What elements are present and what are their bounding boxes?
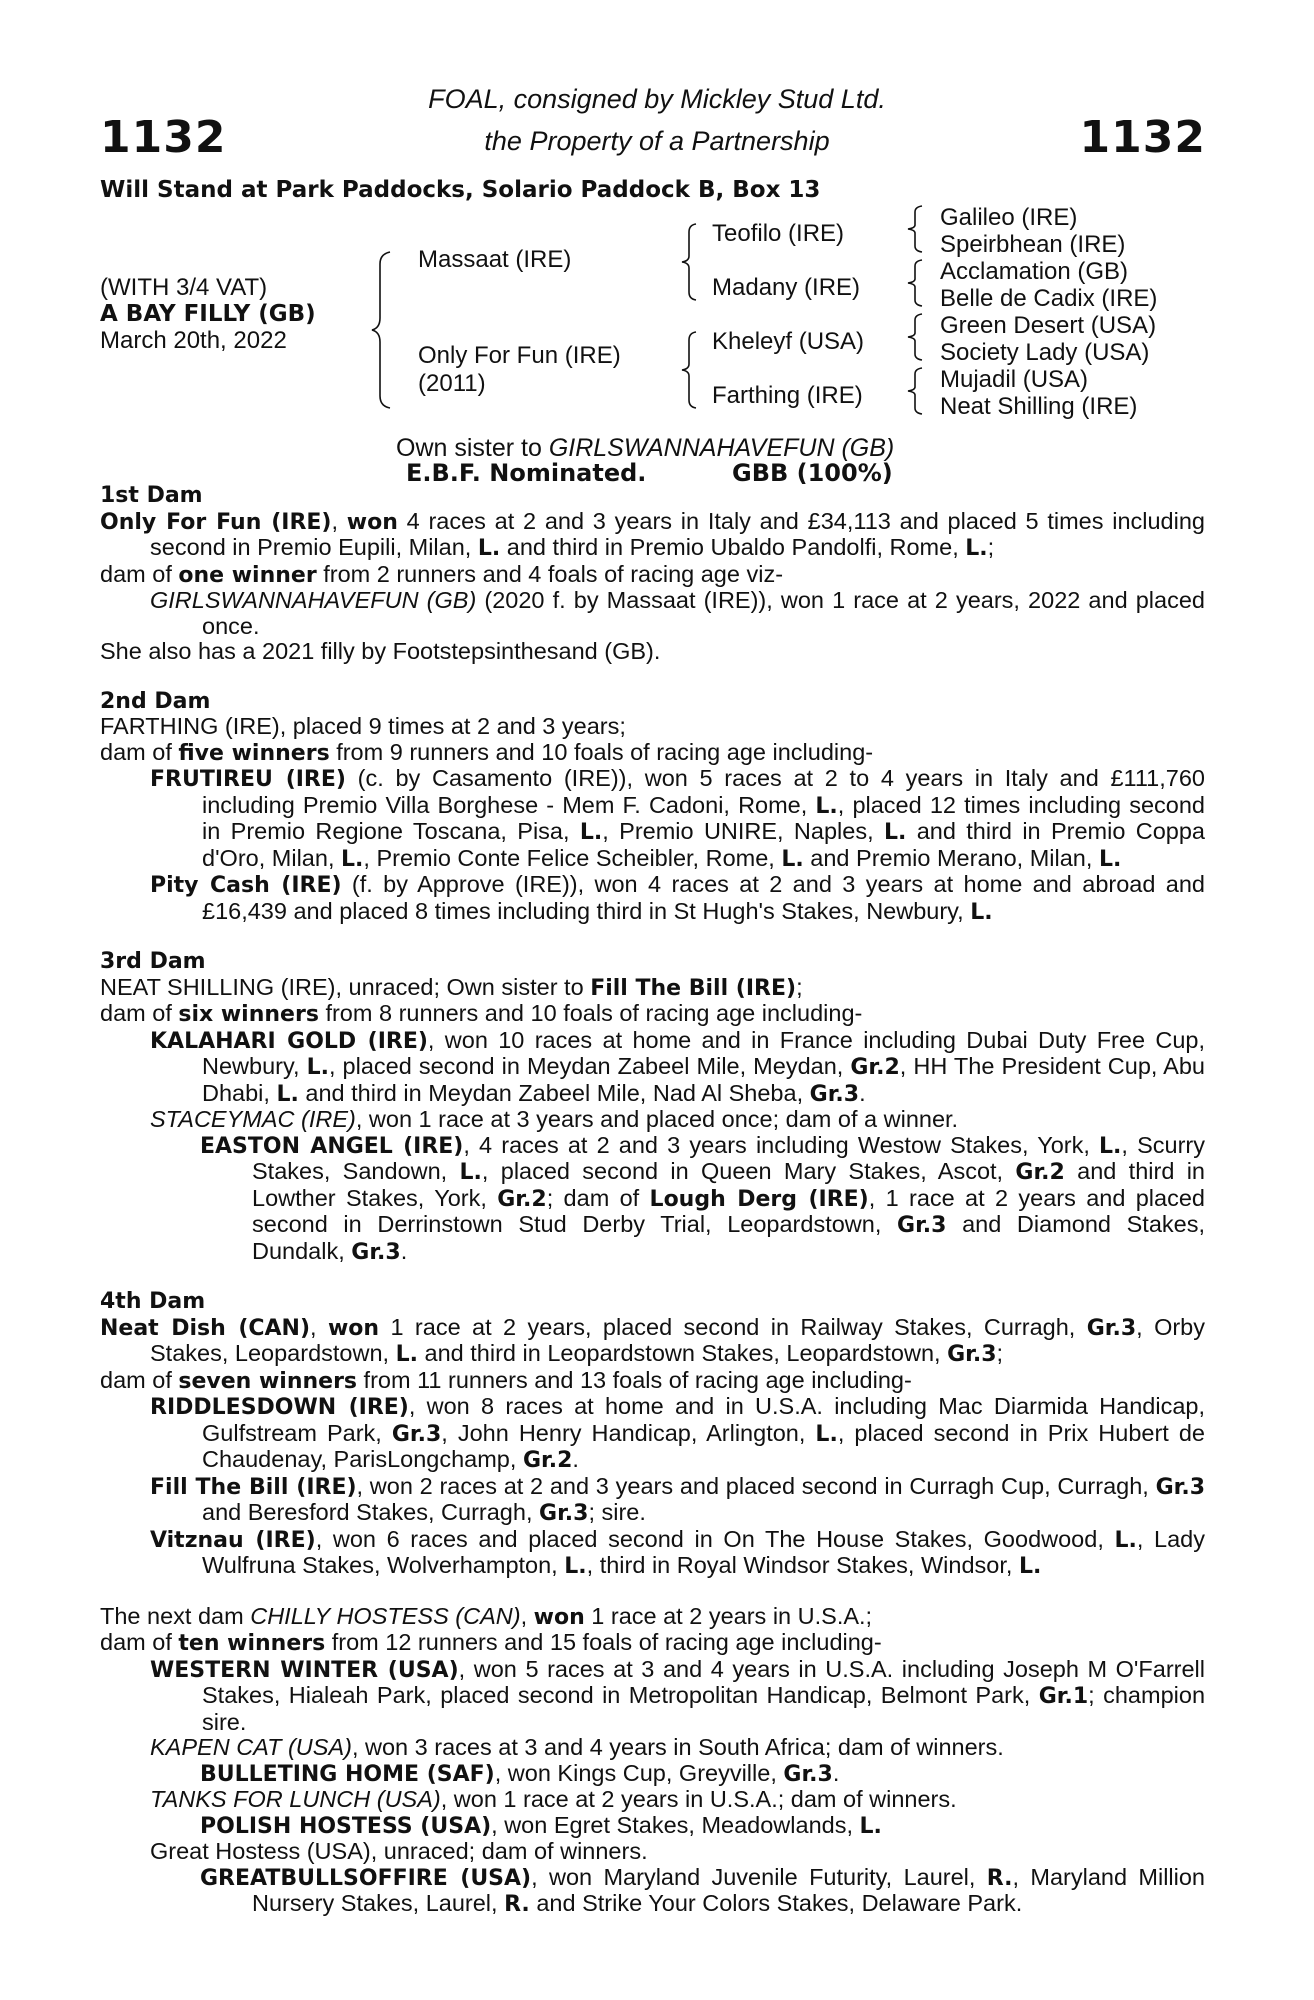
lot-number-left: 1132 [100,112,227,163]
property-line: the Property of a Partnership [484,126,830,156]
pedigree-g1: Galileo (IRE) [940,204,1078,231]
dam1-produce-girlswannahavefun: GIRLSWANNAHAVEFUN (GB) (2020 f. by Massaat (IRE)), won 1 race at 2 years, 2022 and placed once. [150,587,1205,639]
pedigree-sire-sire: Teofilo (IRE) [712,220,845,247]
section-4th-dam: 4th Dam [100,1289,206,1314]
section-2nd-dam: 2nd Dam [100,688,211,714]
pedigree-brace-g2 [906,258,926,308]
dam1-produce-summary: dam of one winner from 2 runners and 4 foals of racing age viz- [100,560,784,588]
dam3-produce-summary: dam of six winners from 8 runners and 10 foals of racing age including- [100,1000,863,1027]
next-dam-produce-kapen-cat: KAPEN CAT (USA), won 3 races at 3 and 4 years in South Africa; dam of winners. [150,1734,1004,1760]
dam3-produce-easton-angel: EASTON ANGEL (IRE), 4 races at 2 and 3 years including Westow Stakes, York, L., Scurry Stakes, Sandown, L., placed second in Queen Mary Stakes, Ascot, Gr.2 and third in Lowther Stakes, York, Gr.2; dam of Lough Derg (IRE), 1 race at 2 years and placed second in Derrinstown Stud Derby Trial, Leopardstown, Gr.3 and Diamond Stakes, Dundalk, Gr.3. [200,1131,1205,1265]
pedigree-brace-g4 [906,366,926,416]
pedigree-dam-year: (2011) [418,370,486,397]
pedigree-g5: Green Desert (USA) [940,312,1157,339]
ebf-nominated: E.B.F. Nominated. [406,459,647,487]
pedigree-dam: Only For Fun (IRE) [418,342,621,369]
pedigree-brace-g1 [906,204,926,254]
pedigree-g7: Mujadil (USA) [940,366,1089,393]
pedigree-brace-sire [680,222,700,302]
stand-location: Will Stand at Park Paddocks, Solario Paddock B, Box 13 [100,177,821,203]
next-dam-produce-polish-hostess: POLISH HOSTESS (USA), won Egret Stakes, Meadowlands, L. [200,1811,882,1839]
dam4-produce-fill-the-bill: Fill The Bill (IRE), won 2 races at 2 and 3 years and placed second in Curragh Cup, Curragh, Gr.3 and Beresford Stakes, Curragh, Gr.3; sire. [150,1472,1206,1526]
pedigree-sire: Massaat (IRE) [418,246,572,273]
own-sister-note: Own sister to GIRLSWANNAHAVEFUN (GB) [396,434,895,462]
horse-description: A BAY FILLY (GB) [100,301,316,327]
dam3-produce-staceymac: STACEYMAC (IRE), won 1 race at 3 years and placed once; dam of a winner. [150,1106,959,1132]
pedigree-g4: Belle de Cadix (IRE) [940,285,1158,312]
next-dam-produce-western-winter: WESTERN WINTER (USA), won 5 races at 3 and 4 years in U.S.A. including Joseph M O'Farrell Stakes, Hialeah Park, placed second in Metropolitan Handicap, Belmont Park, Gr.1; champion sire. [150,1655,1206,1735]
section-3rd-dam: 3rd Dam [100,949,206,974]
dam4-produce-vitznau: Vitznau (IRE), won 6 races and placed second in On The House Stakes, Goodwood, L., Lady Wulfruna Stakes, Wolverhampton, L., third in Royal Windsor Stakes, Windsor, L. [150,1525,1205,1579]
dam1-other-produce: She also has a 2021 filly by Footstepsinthesand (GB). [100,638,661,664]
lot-number-right: 1132 [1079,112,1206,163]
foaling-date: March 20th, 2022 [100,327,287,354]
pedigree-brace-dam [680,330,700,410]
next-dam-produce-greatbullsoffire: GREATBULLSOFFIRE (USA), won Maryland Juvenile Futurity, Laurel, R., Maryland Million Nursery Stakes, Laurel, R. and Strike Your Colors Stakes, Delaware Park. [200,1863,1205,1917]
pedigree-g3: Acclamation (GB) [940,258,1129,285]
next-dam-produce-summary: dam of ten winners from 12 runners and 15 foals of racing age including- [100,1629,882,1656]
dam4-record: Neat Dish (CAN), won 1 race at 2 years, placed second in Railway Stakes, Curragh, Gr.3, Orby Stakes, Leopardstown, L. and third in Leopardstown Stakes, Leopardstown, Gr.3; [100,1313,1205,1367]
dam4-produce-summary: dam of seven winners from 11 runners and 13 foals of racing age including- [100,1366,912,1394]
dam2-produce-summary: dam of five winners from 9 runners and 10 foals of racing age including- [100,738,874,766]
next-dam-produce-tanks-for-lunch: TANKS FOR LUNCH (USA), won 1 race at 2 years in U.S.A.; dam of winners. [150,1786,957,1812]
dam3-record: NEAT SHILLING (IRE), unraced; Own sister to Fill The Bill (IRE); [100,973,803,1001]
dam4-produce-riddlesdown: RIDDLESDOWN (IRE), won 8 races at home and in U.S.A. including Mac Diarmida Handicap, Gulfstream Park, Gr.3, John Henry Handicap, Arlington, L., placed second in Prix Hubert de Chaudenay, ParisLongchamp, Gr.2. [150,1393,1206,1473]
pedigree-brace-g3 [906,312,926,362]
pedigree-dam-sire: Kheleyf (USA) [712,328,865,355]
pedigree-g8: Neat Shilling (IRE) [940,393,1138,420]
next-dam-record: The next dam CHILLY HOSTESS (CAN), won 1 race at 2 years in U.S.A.; [100,1602,873,1630]
pedigree-brace-main [370,250,394,410]
dam2-record: FARTHING (IRE), placed 9 times at 2 and 3 years; [100,713,626,739]
pedigree-g6: Society Lady (USA) [940,339,1150,366]
consignor-line: FOAL, consigned by Mickley Stud Ltd. [428,84,886,114]
pedigree-sire-dam: Madany (IRE) [712,274,861,301]
dam3-produce-kalahari-gold: KALAHARI GOLD (IRE), won 10 races at home and in France including Dubai Duty Free Cup, Newbury, L., placed second in Meydan Zabeel Mile, Meydan, Gr.2, HH The President Cup, Abu Dhabi, L. and third in Meydan Zabeel Mile, Nad Al Sheba, Gr.3. [150,1026,1205,1107]
next-dam-produce-great-hostess: Great Hostess (USA), unraced; dam of winners. [150,1838,648,1864]
catalogue-body [100,483,1205,1918]
vat-note: (WITH 3/4 VAT) [100,274,268,301]
pedigree-g2: Speirbhean (IRE) [940,231,1126,258]
dam1-record: Only For Fun (IRE), won 4 races at 2 and 3 years in Italy and £34,113 and placed 5 times including second in Premio Eupili, Milan, L. and third in Premio Ubaldo Pandolfi, Rome, L.; [100,507,1205,561]
gbb-note: GBB (100%) [732,459,893,487]
section-1st-dam: 1st Dam [100,483,203,508]
dam2-produce-frutireu: FRUTIREU (IRE) (c. by Casamento (IRE)), won 5 races at 2 to 4 years in Italy and £111,760 including Premio Villa Borghese - Mem F. Cadoni, Rome, L., placed 12 times including second in Premio Regione Toscana, Pisa, L., Premio UNIRE, Naples, L. and third in Premio Coppa d'Oro, Milan, L., Premio Conte Felice Scheibler, Rome, L. and Premio Merano, Milan, L. [150,765,1206,872]
dam2-produce-pity-cash: Pity Cash (IRE) (f. by Approve (IRE)), won 4 races at 2 and 3 years at home and abroad and £16,439 and placed 8 times including third in St Hugh's Stakes, Newbury, L. [150,871,1206,925]
pedigree-dam-dam: Farthing (IRE) [712,382,863,409]
next-dam-produce-bulleting-home: BULLETING HOME (SAF), won Kings Cup, Greyville, Gr.3. [200,1759,840,1787]
